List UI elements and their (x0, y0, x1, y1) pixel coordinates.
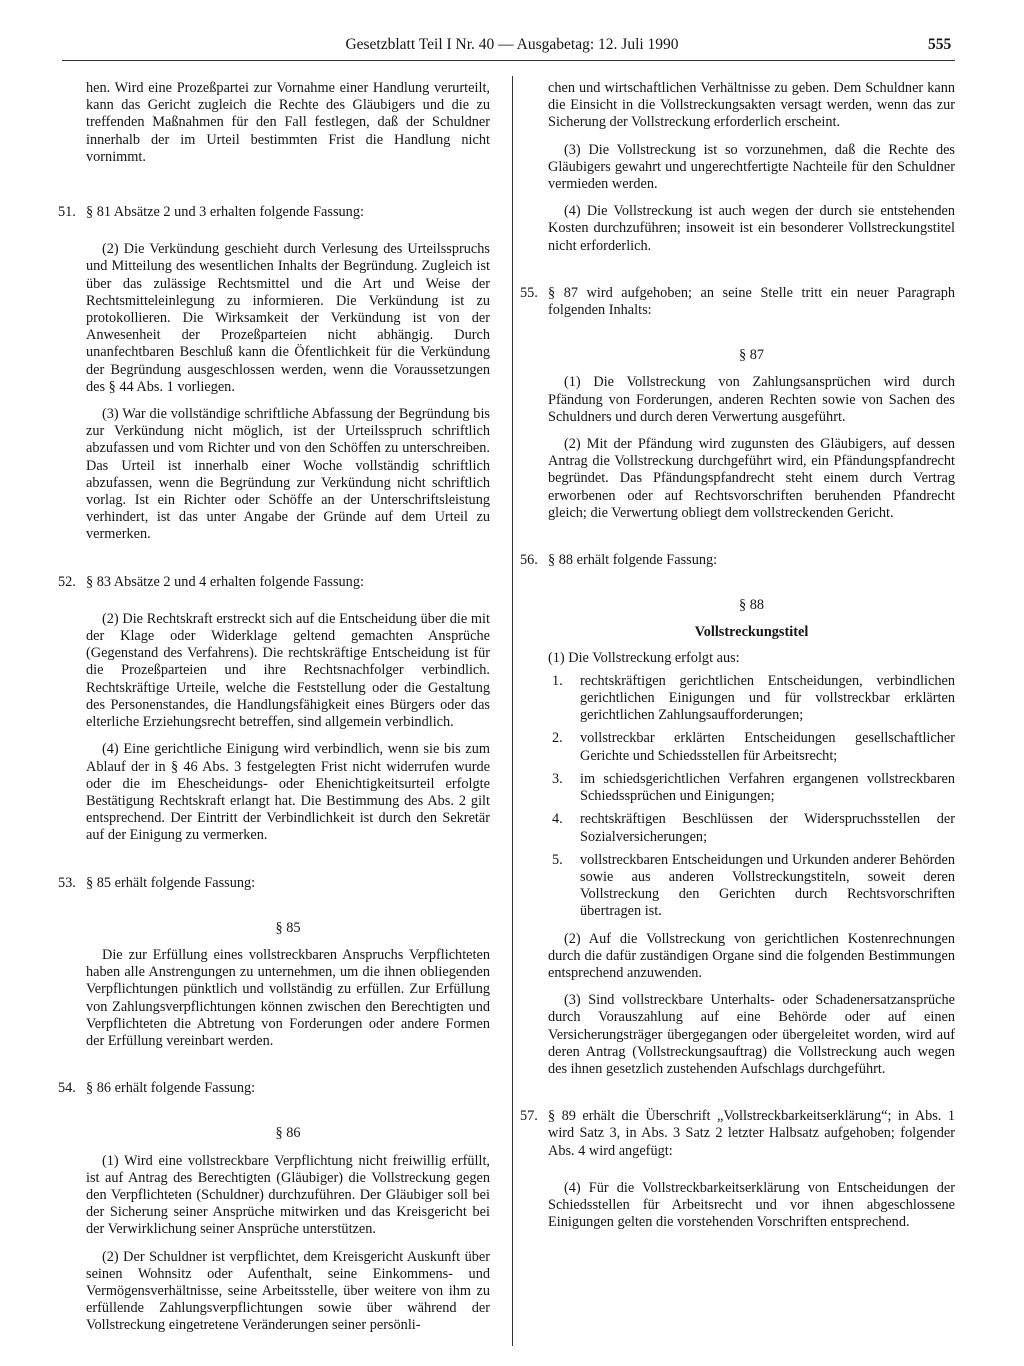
item-number: 1. (552, 672, 563, 689)
section-heading: § 86 (275, 1125, 301, 1142)
header-title: Gesetzblatt Teil I Nr. 40 — Ausgabetag: 12. Juli 1990 (345, 36, 679, 53)
item-text: § 86 erhält folgende Fassung: (86, 1080, 256, 1097)
paragraph: (1) Die Vollstreckung von Zahlungsansprüchen wird durch Pfändung von Forderungen, anderen Rechten sowie von Sachen des Schuldners und durch deren Verwertung ausgeführt. (548, 374, 955, 425)
item-number: 2. (552, 730, 563, 747)
list-item (520, 730, 955, 764)
list-item (58, 875, 490, 892)
paragraph: chen und wirtschaftlichen Verhältnisse zu geben. Dem Schuldner kann die Einsicht in die Vollstreckungsakten versagt werden, wenn das zur Sicherung der Vollstreckung erforderlich erscheint. (548, 80, 955, 131)
column-divider (512, 76, 513, 1346)
paragraph: (1) Wird eine vollstreckbare Verpflichtung nicht freiwillig erfüllt, ist auf Antrag des Berechtigten (Gläubiger) die Vollstreckung gegen den Verpflichteten (Schuldner) durchzuführen. Der Gläubiger soll bei der Sicherung seiner Ansprüche mitwirken und das Kreisgericht bei der Verwirklichung seiner Ansprüche unterstützen. (86, 1152, 490, 1238)
paragraph: (4) Für die Vollstreckbarkeitserklärung von Entscheidungen der Schiedsstellen für Arbeitsrecht und vor ihnen abgeschlossene Einigungen gelten die vorstehenden Vorschriften entsprechend. (548, 1179, 955, 1231)
list-item (520, 811, 955, 845)
paragraph: (2) Die Rechtskraft erstreckt sich auf die Entscheidung über die mit der Klage oder Widerklage geltend gemachten Ansprüche (Gegenstand des Verfahrens). Die rechtskräftige Entscheidung ist für die Prozeßparteien und ihre Rechtsnachfolger verbindlich. Rechtskräftige Urteile, welche die Feststellung oder die Gestaltung des Personenstandes, die Handlungsfähigkeit eines Bürgers oder das elterliche Erziehungsrecht betreffen, sind allgemein verbindlich. (86, 610, 490, 731)
item-text: rechtskräftigen gerichtlichen Entscheidungen, verbindlichen gerichtlichen Einigungen und für vollstreckbar erklärten gerichtlichen Zahlungsaufforderungen; (580, 672, 955, 724)
item-number: 57. (520, 1108, 538, 1125)
item-number: 54. (58, 1080, 76, 1097)
page-number: 555 (928, 36, 952, 53)
item-text: § 85 erhält folgende Fassung: (86, 874, 256, 891)
paragraph: (3) Die Vollstreckung ist so vorzunehmen, daß die Rechte des Gläubigers gewahrt und ungerechtfertigte Nachteile für den Schuldner vermieden werden. (548, 141, 955, 193)
left-column (58, 80, 490, 1335)
paragraph: (2) Auf die Vollstreckung von gerichtlichen Kostenrechnungen durch die dafür zuständigen Organe sind die folgenden Bestimmungen entsprechend anzuwenden. (548, 930, 955, 981)
paragraph: hen. Wird eine Prozeßpartei zur Vornahme einer Handlung verurteilt, kann das Gericht zugleich die Rechte des Gläubigers und die zu treffenden Maßnahmen für den Fall festlegen, daß der Schuldner innerhalb der im Urteil bestimmten Frist die Handlung nicht vornimmt. (86, 80, 490, 165)
list-item (520, 673, 955, 725)
item-text: § 81 Absätze 2 und 3 erhalten folgende Fassung: (86, 204, 364, 221)
item-text: § 89 erhält die Überschrift „Vollstreckbarkeitserklärung“; in Abs. 1 wird Satz 3, in Abs. 3 Satz 2 letzter Halbsatz aufgehoben; folgender Abs. 4 wird angefügt: (548, 1108, 955, 1159)
list-item (58, 1080, 490, 1097)
item-number: 53. (58, 874, 76, 891)
list-item (520, 771, 955, 805)
right-column (520, 80, 955, 1231)
paragraph: Die zur Erfüllung eines vollstreckbaren Anspruchs Verpflichteten haben alle Anstrengungen zu unternehmen, um die ihnen obliegenden Verpflichtungen pünktlich und vollständig zu erfüllen. Zur Erfüllung von Zahlungsverpflichtungen können zwischen den Berechtigten und Verpflichteten die Abtretung von Forderungen oder andere Formen der Erfüllung vereinbart werden. (86, 946, 490, 1049)
section-heading: § 85 (275, 919, 301, 936)
item-text: § 83 Absätze 2 und 4 erhalten folgende Fassung: (86, 573, 364, 590)
item-text: rechtskräftigen Beschlüssen der Widerspruchsstellen der Sozialversicherungen; (580, 811, 955, 845)
item-text: vollstreckbaren Entscheidungen und Urkunden anderer Behörden sowie aus anderen Vollstreckungstiteln, soweit deren Vollstreckung den Gerichten durch Rechtsvorschriften übertragen ist. (580, 851, 955, 920)
item-number: 55. (520, 284, 538, 301)
list-item (58, 204, 490, 221)
header-rule (62, 60, 955, 61)
list-item (520, 1108, 955, 1160)
item-text: im schiedsgerichtlichen Verfahren ergangenen vollstreckbaren Schiedssprüchen und Einigungen; (580, 770, 955, 805)
list-item (520, 552, 955, 569)
item-number: 4. (552, 811, 563, 828)
item-number: 51. (58, 204, 76, 221)
item-text: § 88 erhält folgende Fassung: (548, 552, 718, 569)
list-item (520, 852, 955, 921)
paragraph: (2) Mit der Pfändung wird zugunsten des Gläubigers, auf dessen Antrag die Vollstreckung durchgeführt wird, ein Pfändungspfandrecht begründet. Das Pfändungspfandrecht steht einem durch Vertrag erworbenen oder auf Rechtsvorschriften beruhenden Pfandrecht gleich; die Verwertung obliegt dem vollstreckenden Gericht. (548, 436, 955, 521)
paragraph: (2) Die Verkündung geschieht durch Verlesung des Urteilsspruchs und Mitteilung des wesentlichen Inhalts der Begründung. Zugleich ist über das zulässige Rechtsmittel und die Art und Weise der Rechtsmitteleinlegung zu informieren. Die Verkündung ist zu protokollieren. Die Wirksamkeit der Verkündung ist von der Anwesenheit der Prozeßparteien nicht abhängig. Durch unanfechtbaren Beschluß kann die Öfentlichkeit für die Verkündung der Begründung ausgeschlossen werden, wenn die Voraussetzungen des § 44 Abs. 1 vorliegen. (86, 241, 490, 395)
item-number: 5. (552, 851, 563, 868)
paragraph: (3) War die vollständige schriftliche Abfassung der Begründung bis zur Verkündung nicht möglich, ist der Urteilsspruch schriftlich abzufassen und vom Richter und von den Schöffen zu unterschreiben. Das Urteil ist innerhalb einer Woche vollständig schriftlich abzufassen, wenn die Begründung zur Verkündung nicht schriftlich vorlag. Ist ein Richter oder Schöffe an der Unterschriftsleistung verhindert, ist das unter Angabe der Gründe auf dem Urteil zu vermerken. (86, 406, 490, 543)
item-text: vollstreckbar erklärten Entscheidungen gesellschaftlicher Gerichte und Schiedsstellen für Arbeitsrecht; (580, 730, 955, 764)
paragraph: (4) Eine gerichtliche Einigung wird verbindlich, wenn sie bis zum Ablauf der in § 46 Abs. 3 festgelegten Frist nicht widerrufen wurde oder die im Ehescheidungs- oder Ehenichtigkeitsurteil erfolgte Bestätigung Rechtskraft erlangt hat. Die Bestimmung des Abs. 2 gilt entsprechend. Der Eintritt der Verbindlichkeit ist durch den Sekretär auf der Einigung zu vermerken. (86, 741, 490, 844)
paragraph: (1) Die Vollstreckung erfolgt aus: (548, 649, 740, 666)
item-text: § 87 wird aufgehoben; an seine Stelle tritt ein neuer Paragraph folgenden Inhalts: (548, 284, 955, 319)
paragraph: (2) Der Schuldner ist verpflichtet, dem Kreisgericht Auskunft über seinen Wohnsitz oder Aufenthalt, seine Einkommens- und Vermögensverhältnisse, seine Arbeitsstelle, über weitere von ihm zu erfüllende Zahlungsverpflichtungen sowie über während der Vollstreckung eingetretene Veränderungen seiner persönli- (86, 1248, 490, 1334)
item-number: 52. (58, 573, 76, 590)
item-number: 56. (520, 552, 538, 569)
paragraph: (4) Die Vollstreckung ist auch wegen der durch sie entstehenden Kosten durchzuführen; insoweit ist ein besonderer Vollstreckungstitel nicht erforderlich. (548, 203, 955, 254)
section-title: Vollstreckungstitel (694, 624, 809, 641)
section-heading: § 87 (738, 347, 765, 364)
list-item (58, 574, 490, 591)
list-item (520, 285, 955, 319)
paragraph: (3) Sind vollstreckbare Unterhalts- oder Schadenersatzansprüche durch Vorauszahlung auf eine Behörde oder auf einen Versicherungsträger übergegangen oder übergeleitet worden, wird auf deren Antrag (Vollstreckungsauftrag) die Vollstreckung auch wegen des ihnen gesetzlich zustehenden Aufschlags durchgeführt. (548, 992, 955, 1077)
section-heading: § 88 (738, 597, 765, 614)
item-number: 3. (552, 770, 563, 787)
